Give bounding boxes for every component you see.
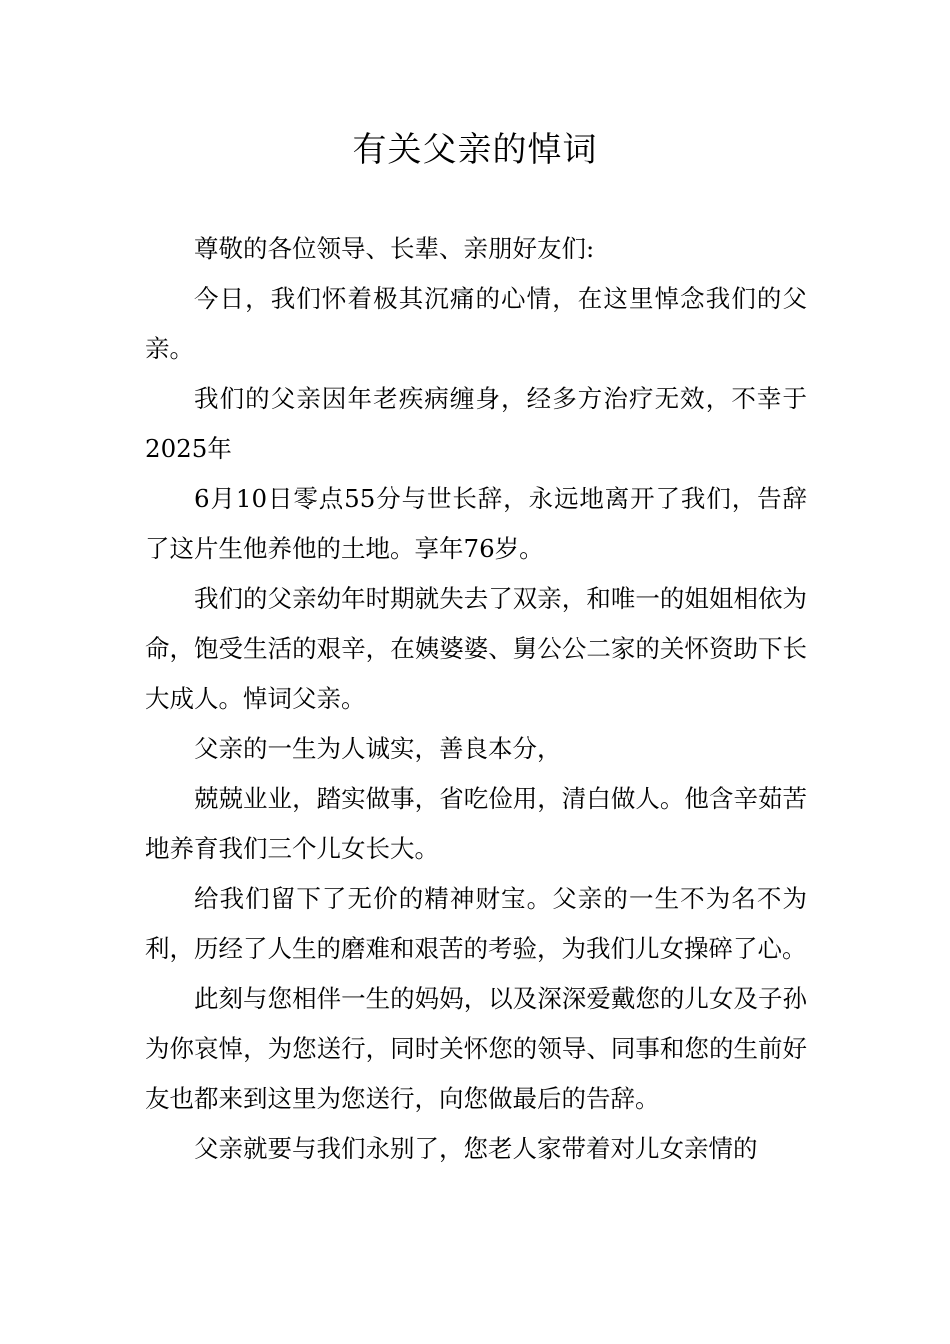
paragraph: 兢兢业业，踏实做事，省吃俭用，清白做人。他含辛茹苦地养育我们三个儿女长大。 xyxy=(145,784,807,863)
paragraph: 我们的父亲因年老疾病缠身，经多方治疗无效，不幸于2025年 xyxy=(145,384,807,463)
paragraph: 父亲的一生为人诚实，善良本分， xyxy=(194,734,562,763)
paragraph: 父亲就要与我们永别了，您老人家带着对儿女亲情的 xyxy=(194,1134,758,1163)
paragraph: 6月10日零点55分与世长辞，永远地离开了我们，告辞了这片生他养他的土地。享年76岁。 xyxy=(145,484,807,563)
document-title: 有关父亲的悼词 xyxy=(352,130,598,170)
paragraph: 给我们留下了无价的精神财宝。父亲的一生不为名不为利，历经了人生的磨难和艰苦的考验，为我们儿女操碎了心。 xyxy=(145,884,807,963)
paragraph: 我们的父亲幼年时期就失去了双亲，和唯一的姐姐相依为命，饱受生活的艰辛，在姨婆婆、舅公公二家的关怀资助下长大成人。悼词父亲。 xyxy=(145,584,807,713)
paragraph: 今日，我们怀着极其沉痛的心情，在这里悼念我们的父亲。 xyxy=(145,284,807,363)
paragraph: 此刻与您相伴一生的妈妈，以及深深爱戴您的儿女及子孙为你哀悼，为您送行，同时关怀您的领导、同事和您的生前好友也都来到这里为您送行，向您做最后的告辞。 xyxy=(145,984,807,1113)
document-body xyxy=(145,224,807,1174)
paragraph: 尊敬的各位领导、长辈、亲朋好友们: xyxy=(194,234,595,263)
